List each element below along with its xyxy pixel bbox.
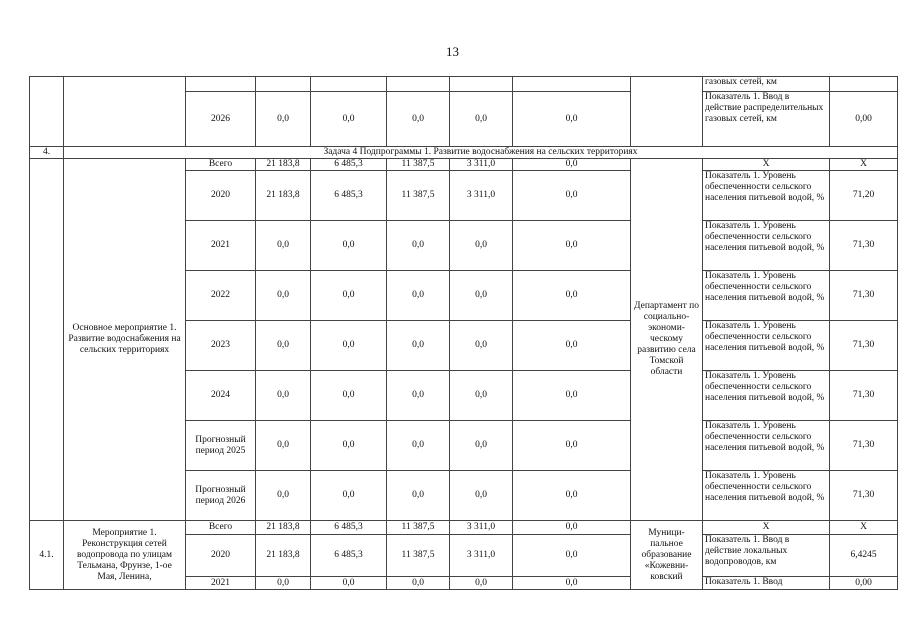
item-number: 4.1. <box>30 521 64 590</box>
table-row: Основное мероприятие 1. Развитие водоснабжения на сельских территориях Всего 21 183,8 6 485,3 11 387,5 3 311,0 0,0 Департамент по социально-экономи-ческому развитию села Томской области X X <box>30 159 898 171</box>
page-number: 13 <box>446 44 459 59</box>
table-row: 2020 21 183,8 6 485,3 11 387,5 3 311,0 0,0 Показатель 1. Уровень обеспеченности сельского населения питьевой водой, % 71,20 <box>30 171 898 221</box>
table-row: 4.1. Мероприятие 1. Реконструкция сетей водопровода по улицам Тельмана, Фрунзе, 1-ое Мая, Ленина, Всего 21 183,8 6 485,3 11 387,5 3 311,0 0,0 Муници-пальное образование «Кожевни-ковский X X <box>30 521 898 535</box>
year-cell: 2026 <box>186 92 256 147</box>
value-cell: 0,00 <box>830 92 898 147</box>
table-row: 2023 0,0 0,0 0,0 0,0 0,0 Показатель 1. Уровень обеспеченности сельского населения питьевой водой, % 71,30 <box>30 321 898 371</box>
table-row: Прогнозный период 2026 0,0 0,0 0,0 0,0 0,0 Показатель 1. Уровень обеспеченности сельского населения питьевой водой, % 71,30 <box>30 471 898 521</box>
table-row: Прогнозный период 2025 0,0 0,0 0,0 0,0 0,0 Показатель 1. Уровень обеспеченности сельского населения питьевой водой, % 71,30 <box>30 421 898 471</box>
table-row: 2022 0,0 0,0 0,0 0,0 0,0 Показатель 1. Уровень обеспеченности сельского населения питьевой водой, % 71,30 <box>30 271 898 321</box>
table-row: 2026 0,0 0,0 0,0 0,0 0,0 Показатель 1. Ввод в действие распределительных газовых сетей, км 0,00 <box>30 92 898 147</box>
value-cell <box>830 77 898 92</box>
table-row: 2021 0,0 0,0 0,0 0,0 0,0 Показатель 1. Уровень обеспеченности сельского населения питьевой водой, % 71,30 <box>30 221 898 271</box>
task-header-row <box>30 147 898 159</box>
task-number: 4. <box>30 147 64 159</box>
indicator-cell: Показатель 1. Ввод в действие распределительных газовых сетей, км <box>703 92 830 147</box>
table-row: 2021 0,0 0,0 0,0 0,0 0,0 Показатель 1. Ввод 0,00 <box>30 577 898 590</box>
executor-name: Департамент по социально-экономи-ческому развитию села Томской области <box>631 159 703 521</box>
task-title: Задача 4 Подпрограммы 1. Развитие водоснабжения на сельских территориях <box>64 147 898 159</box>
indicator-cell: газовых сетей, км <box>703 77 830 92</box>
activity-name: Основное мероприятие 1. Развитие водоснабжения на сельских территориях <box>64 159 186 521</box>
table-row: 2020 21 183,8 6 485,3 11 387,5 3 311,0 0,0 Показатель 1. Ввод в действие локальных водопроводов, км 6,4245 <box>30 535 898 577</box>
table-row: 2024 0,0 0,0 0,0 0,0 0,0 Показатель 1. Уровень обеспеченности сельского населения питьевой водой, % 71,30 <box>30 371 898 421</box>
program-table <box>29 76 898 590</box>
table-row <box>30 77 898 92</box>
activity-name: Мероприятие 1. Реконструкция сетей водопровода по улицам Тельмана, Фрунзе, 1-ое Мая, Ленина, <box>64 521 186 590</box>
executor-name: Муници-пальное образование «Кожевни-ковский <box>631 521 703 590</box>
